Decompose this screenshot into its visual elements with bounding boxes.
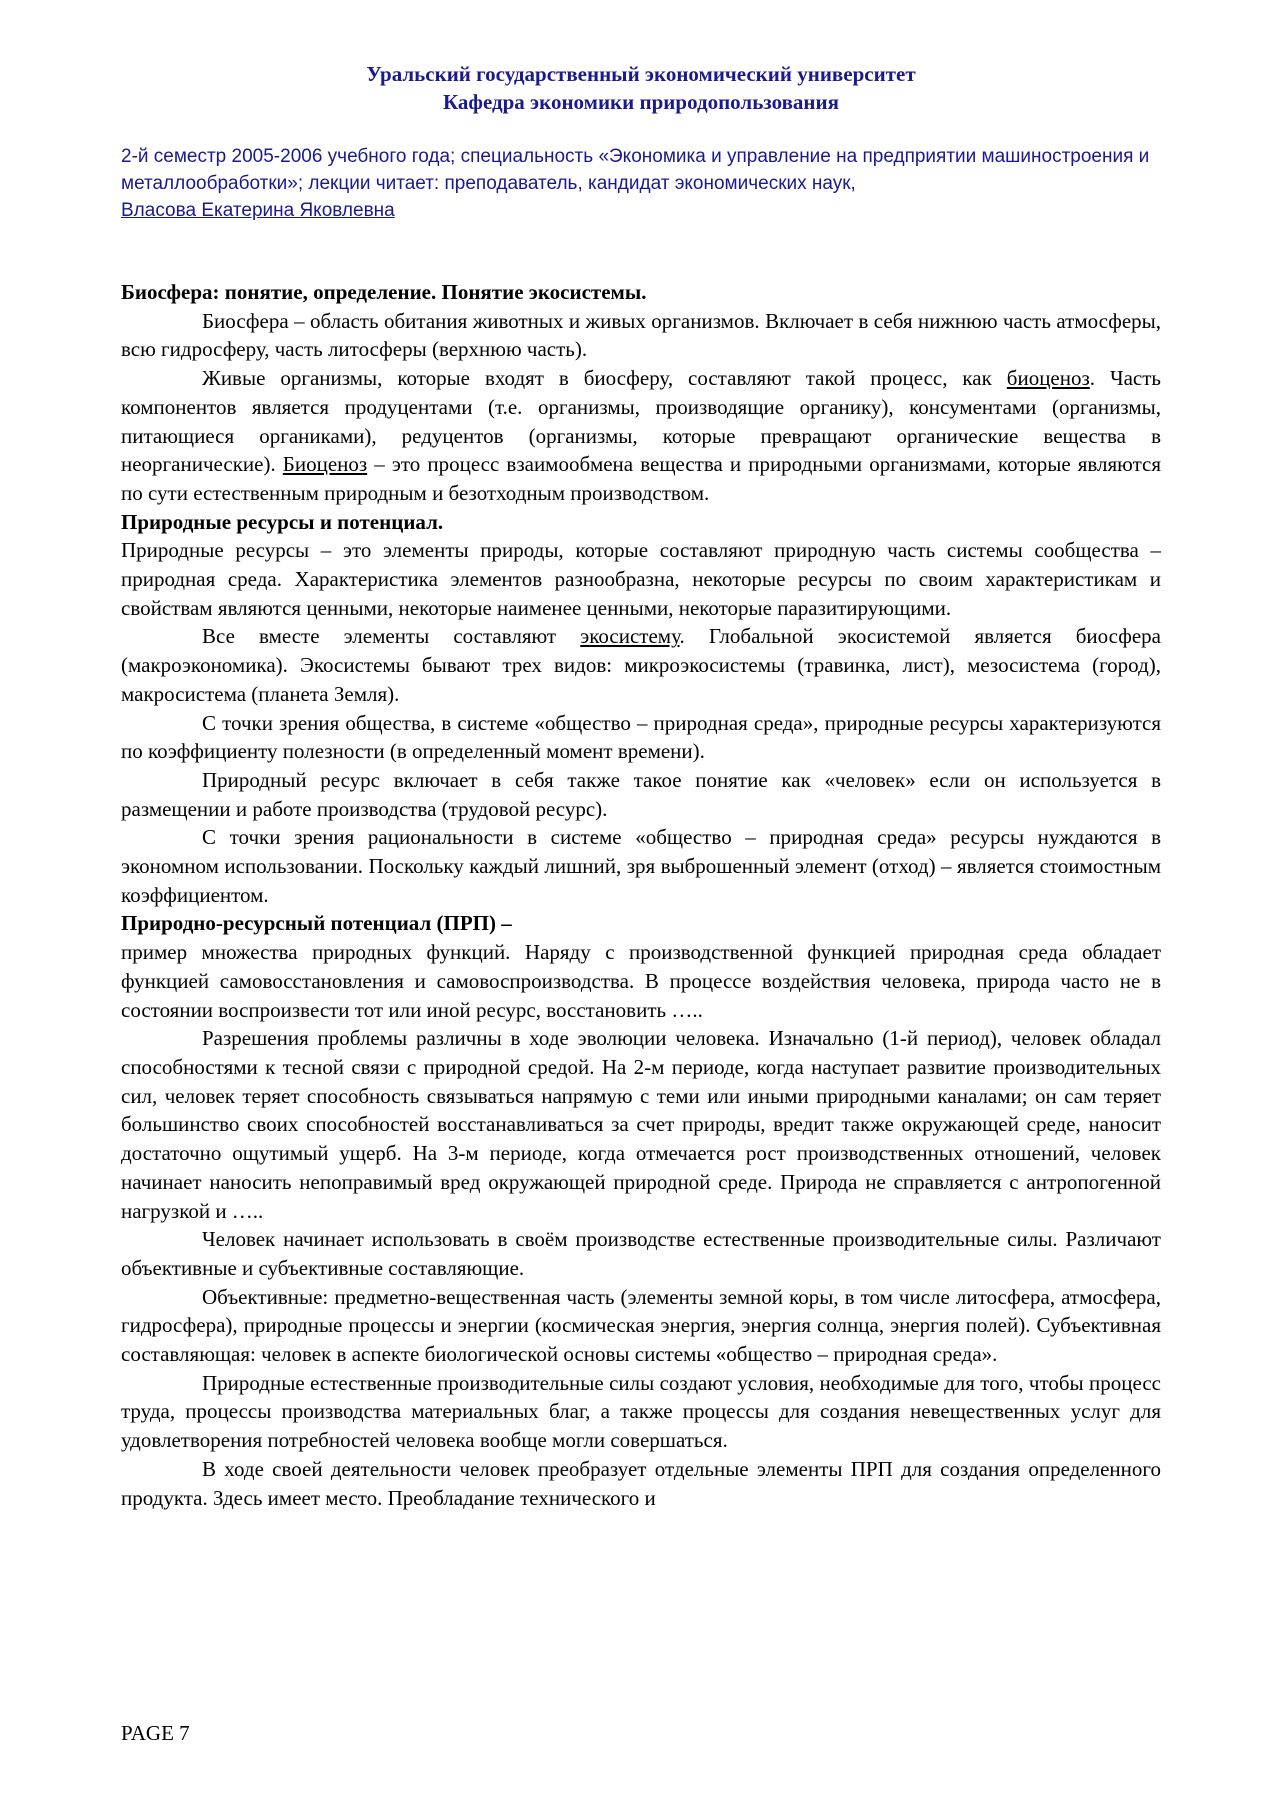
paragraph-text: Все вместе элементы составляют <box>202 624 557 649</box>
section-heading-biosphere: Биосфера: понятие, определение. Понятие экосистемы. <box>121 280 647 304</box>
paragraph: Разрешения проблемы различны в ходе эволюции человека. Изначально (1-й период), человек обладал способностями к тесной связи с природной средой. На 2-м периоде, когда наступает развитие производительных сил, человек теряет способность связываться напрямую с теми или иными природными каналами; он сам теряет большинство своих способностей восстанавливаться за счет природы, вредит также окружающей среде, наносит достаточно ощутимый ущерб. На 3-м периоде, когда отмечается рост производственных отношений, человек начинает наносить непоправимый вред окружающей природной среде. Природа не справляется с антропогенной нагрузкой и ….. <box>121 1026 1161 1223</box>
paragraph: С точки зрения рациональности в системе «общество – природная среда» ресурсы нуждаются в экономном использовании. Поскольку каждый лишний, зря выброшенный элемент (отход) – является стоимостным коэффициентом. <box>121 825 1161 907</box>
document-header <box>121 60 1161 116</box>
paragraph: Человек начинает использовать в своём производстве естественные производительные силы. Различают объективные и субъективные составляющие. <box>121 1227 1161 1280</box>
page-number: PAGE 7 <box>121 1721 190 1745</box>
department-title: Кафедра экономики природопользования <box>442 90 839 114</box>
paragraph-text: . Часть компонентов является продуцентами (т.е. организмы, производящие органику), консументами (организмы, питающиеся органиками), редуцентов (организмы, которые превращают органические вещества в неорганические). <box>121 366 1162 477</box>
paragraph: Природные ресурсы – это элементы природы, которые составляют природную часть системы сообщества – природная среда. Характеристика элементов разнообразна, некоторые ресурсы по своим характеристикам и свойствам являются ценными, некоторые наименее ценными, некоторые паразитирующими. <box>121 538 1161 620</box>
paragraph <box>121 622 1161 708</box>
paragraph: С точки зрения общества, в системе «общество – природная среда», природные ресурсы характеризуются по коэффициенту полезности (в определенный момент времени). <box>121 710 1161 764</box>
course-info-text: 2-й семестр 2005-2006 учебного года; специальность «Экономика и управление на предприятии машиностроения и металлообработки»; лекции читает: преподаватель, кандидат экономических наук, <box>121 146 1150 194</box>
paragraph: Биосфера – область обитания животных и живых организмов. Включает в себя нижнюю часть атмосферы, всю гидросферу, часть литосферы (верхнюю часть). <box>121 308 1161 362</box>
term-link-ecosystem[interactable]: экосистему <box>580 624 680 649</box>
paragraph-text: Живые организмы, которые входят в биосферу, составляют такой процесс, как <box>202 366 992 391</box>
paragraph-text: – это процесс взаимообмена вещества и природными организмами, которые являются по сути естественным природным и безотходным производством. <box>121 452 1161 505</box>
document-body <box>121 278 1161 1512</box>
paragraph-text: . Глобальной экосистемой является биосфера (макроэкономика). Экосистемы бывают трех видов: микроэкосистемы (травинка, лист), мезосистема (город), макросистема (планета Земля). <box>121 624 1161 706</box>
paragraph: В ходе своей деятельности человек преобразует отдельные элементы ПРП для создания определенного продукта. Здесь имеет место. Преобладание технического и <box>121 1456 1161 1510</box>
paragraph: Природный ресурс включает в себя также такое понятие как «человек» если он используется в размещении и работе производства (трудовой ресурс). <box>121 767 1161 821</box>
course-info <box>121 143 1161 224</box>
paragraph <box>121 364 1161 508</box>
section-heading-potential: Природно-ресурсный потенциал (ПРП) – <box>121 911 512 936</box>
term-link-biocenosis-2[interactable]: Биоценоз <box>282 452 368 477</box>
lecturer-link[interactable]: Власова Екатерина Яковлевна <box>121 200 395 221</box>
paragraph: Объективные: предметно-вещественная часть (элементы земной коры, в том числе литосфера, атмосфера, гидросфера), природные процессы и энергии (космическая энергия, энергия солнца, энергия полей). Субъективная составляющая: человек в аспекте биологической основы системы «общество – природная среда». <box>121 1284 1161 1367</box>
paragraph: пример множества природных функций. Наряду с производственной функцией природная среда обладает функцией самовосстановления и самовоспроизводства. В процессе воздействия человека, природа часто не в состоянии воспроизвести тот или иной ресурс, восстановить ….. <box>121 940 1161 1022</box>
section-heading-resources: Природные ресурсы и потенциал. <box>121 509 444 534</box>
paragraph: Природные естественные производительные силы создают условия, необходимые для того, чтобы процесс труда, процессы производства материальных благ, а также процессы для создания невещественных услуг для удовлетворения потребностей человека вообще могли совершаться. <box>121 1370 1161 1453</box>
term-link-biocenosis[interactable]: биоценоз <box>1006 366 1090 391</box>
university-title: Уральский государственный экономический университет <box>366 62 916 86</box>
